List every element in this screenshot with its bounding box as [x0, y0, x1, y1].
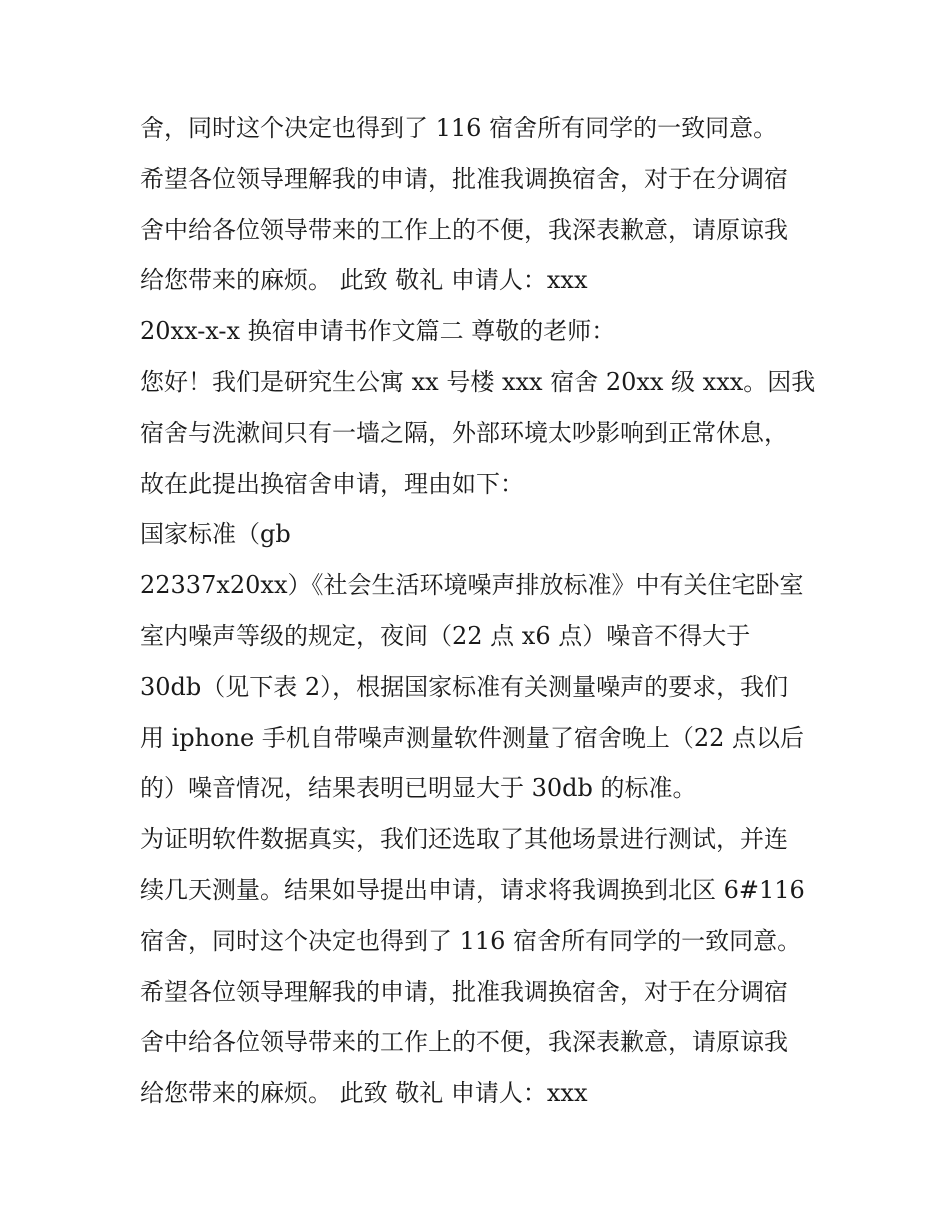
text-line-9: 国家标准（gb	[140, 520, 291, 549]
text-line-7: 宿舍与洗漱间只有一墙之隔，外部环境太吵影响到正常休息，	[140, 418, 788, 447]
text-line-20: 给您带来的麻烦。 此致 敬礼 申请人：xxx	[140, 1079, 588, 1108]
text-line-1: 舍，同时这个决定也得到了 116 宿舍所有同学的一致同意。	[140, 114, 778, 142]
text-line-13: 用 iphone 手机自带噪声测量软件测量了宿舍晚上（22 点以后	[140, 723, 805, 752]
text-line-10: 22337x20xx）《社会生活环境噪声排放标准》中有关住宅卧室	[140, 571, 804, 600]
text-line-15: 为证明软件数据真实，我们还选取了其他场景进行测试，并连	[140, 825, 788, 854]
text-line-19: 舍中给各位领导带来的工作上的不便，我深表歉意，请原谅我	[140, 1028, 788, 1057]
text-line-17: 宿舍，同时这个决定也得到了 116 宿舍所有同学的一致同意。	[140, 926, 802, 955]
text-line-12: 30db（见下表 2），根据国家标准有关测量噪声的要求，我们	[140, 672, 789, 701]
text-line-2: 希望各位领导理解我的申请，批准我调换宿舍，对于在分调宿	[140, 164, 788, 193]
text-line-18: 希望各位领导理解我的申请，批准我调换宿舍，对于在分调宿	[140, 977, 788, 1006]
text-line-8: 故在此提出换宿舍申请，理由如下：	[140, 469, 524, 498]
text-line-5: 20xx-x-x 换宿申请书作文篇二 尊敬的老师：	[140, 317, 616, 346]
text-line-16: 续几天测量。结果如导提出申请，请求将我调换到北区 6#116	[140, 875, 805, 904]
text-line-4: 给您带来的麻烦。 此致 敬礼 申请人：xxx	[140, 266, 588, 295]
document-body	[140, 103, 820, 1119]
text-line-6: 您好！我们是研究生公寓 xx 号楼 xxx 宿舍 20xx 级 xxx。因我	[140, 367, 816, 396]
text-line-14: 的）噪音情况，结果表明已明显大于 30db 的标准。	[140, 774, 697, 803]
text-line-3: 舍中给各位领导带来的工作上的不便，我深表歉意，请原谅我	[140, 215, 788, 244]
text-line-11: 室内噪声等级的规定，夜间（22 点 x6 点）噪音不得大于	[140, 621, 751, 650]
